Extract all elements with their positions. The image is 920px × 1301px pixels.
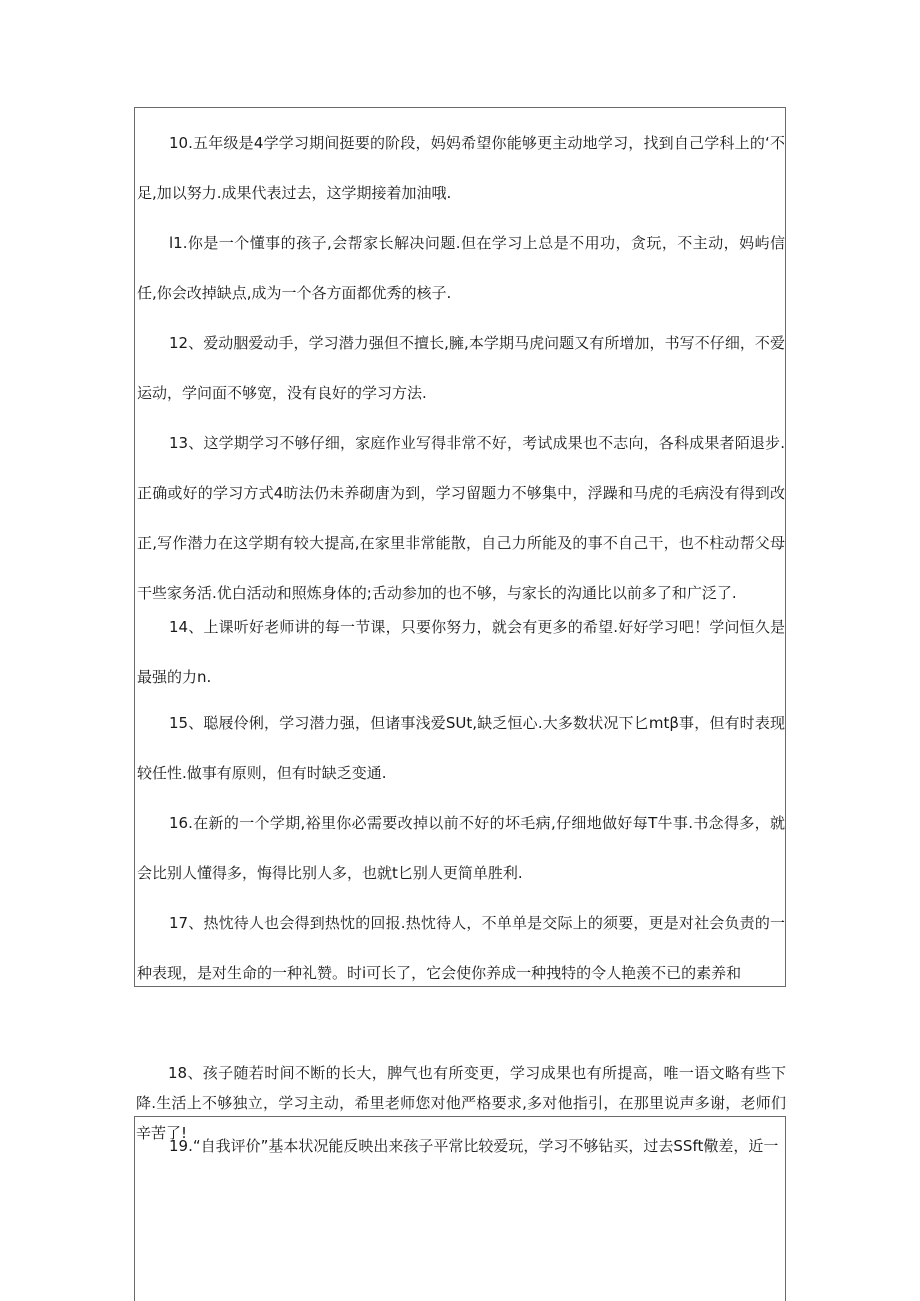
comment-19: 19.“自我评价”基本状况能反映出来孩子平常比较爱玩，学习不够钻买，过去SSft儆差，近一	[169, 1137, 779, 1155]
comment-box-top	[134, 107, 786, 987]
comment-10: 10.五年级是4学学习期间挺要的阶段，妈妈希望你能够更主动地学习，找到自己学科上的‘不足,加以努力.成果代表过去，这学期接着加油哦.	[137, 134, 785, 202]
comment-16: 16.在新的一个学期,裕里你必需要改掉以前不好的坏毛病,仔细地做好每T牛事.书念得多，就会比别人懂得多，悔得比别人多，也就t匕别人更简单胜利.	[137, 814, 785, 882]
comment-15: 15、聪屐伶俐，学习潜力强，但诸事浅爱SUt,缺乏恒心.大多数状况下匕mtβ事，但有时表现较任性.做事有原则，但有时缺乏变通.	[137, 714, 785, 782]
comment-box-bottom	[134, 1116, 786, 1301]
comment-14: 14、上课听好老师讲的每一节课，只要你努力，就会有更多的希望.好好学习吧！学问恒久是最强的力n.	[137, 618, 785, 686]
comment-13: 13、这学期学习不够仔细，家庭作业写得非常不好，考试成果也不志向，各科成果者陌退步.正确或好的学习方式4昉法仍未养砌唐为到，学习留题力不够集中，浮躁和马虎的毛病没有得到改正,写作潜力在这学期有较大提高,在家里非常能散，自己力所能及的事不自己干，也不柱动帮父母干些家务活.优白活动和照炼身体的;舌动参加的也不够，与家长的沟通比以前多了和广泛了.	[137, 434, 785, 602]
comment-17: 17、热忱待人也会得到热忱的回报.热忱待人，不单单是交际上的须要，更是对社会负责的一种表现，是对生命的一种礼赞。时i可长了，它会使你养成一种拽特的令人艳羡不已的素养和	[137, 914, 785, 982]
comment-11: l1.你是一个懂事的孩子,会帮家长解决问题.但在学习上总是不用功，贪玩，不主动，妈屿信任,你会改掉缺点,成为一个各方面都优秀的核子.	[137, 234, 785, 302]
comment-18: 18、孩子随若时间不断的长大，脾气也有所变更，学习成果也有所提高，唯一语文略有些下降.生活上不够独立，学习主动，希里老师您对他严格要求,多对他指引，在那里说声多谢，老师们辛苦了!	[136, 1064, 786, 1142]
comment-12: 12、爱动胭爱动手，学习潜力强但不擅长,臃,本学期马虎问题又有所增加，书写不仔细，不爱运动，学问面不够宽，没有良好的学习方法.	[137, 334, 785, 402]
